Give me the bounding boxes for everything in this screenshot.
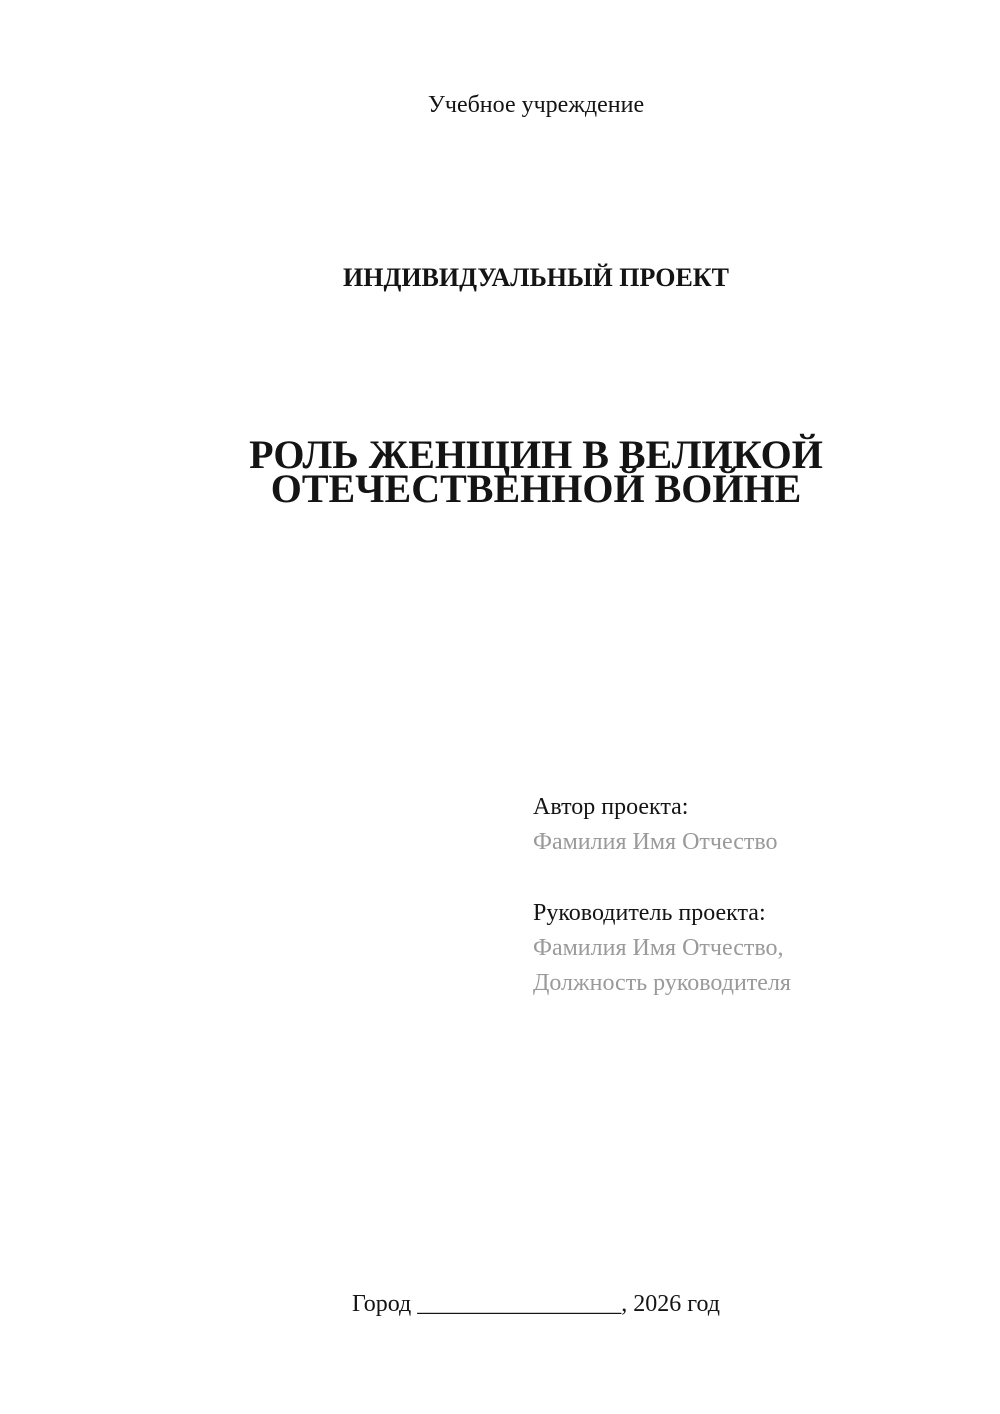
supervisor-label: Руководитель проекта: (533, 900, 766, 926)
author-label: Автор проекта: (533, 794, 689, 820)
author-name-placeholder: Фамилия Имя Отчество (533, 829, 778, 855)
supervisor-block (533, 896, 791, 1001)
supervisor-position-placeholder: Должность руководителя (533, 970, 791, 996)
supervisor-name-placeholder: Фамилия Имя Отчество, (533, 935, 784, 961)
credits-block (533, 790, 791, 1001)
city-year-line: Город _________________, 2026 год (351, 1291, 721, 1317)
project-title-line2: ОТЕЧЕСТВЕННОЙ ВОЙНЕ (270, 466, 802, 511)
project-type-heading: ИНДИВИДУАЛЬНЫЙ ПРОЕКТ (343, 263, 729, 292)
project-title (143, 432, 929, 511)
institution-name: Учебное учреждение (427, 92, 645, 118)
author-block (533, 790, 791, 860)
project-title-line1: РОЛЬ ЖЕНЩИН В ВЕЛИКОЙ (249, 432, 823, 477)
